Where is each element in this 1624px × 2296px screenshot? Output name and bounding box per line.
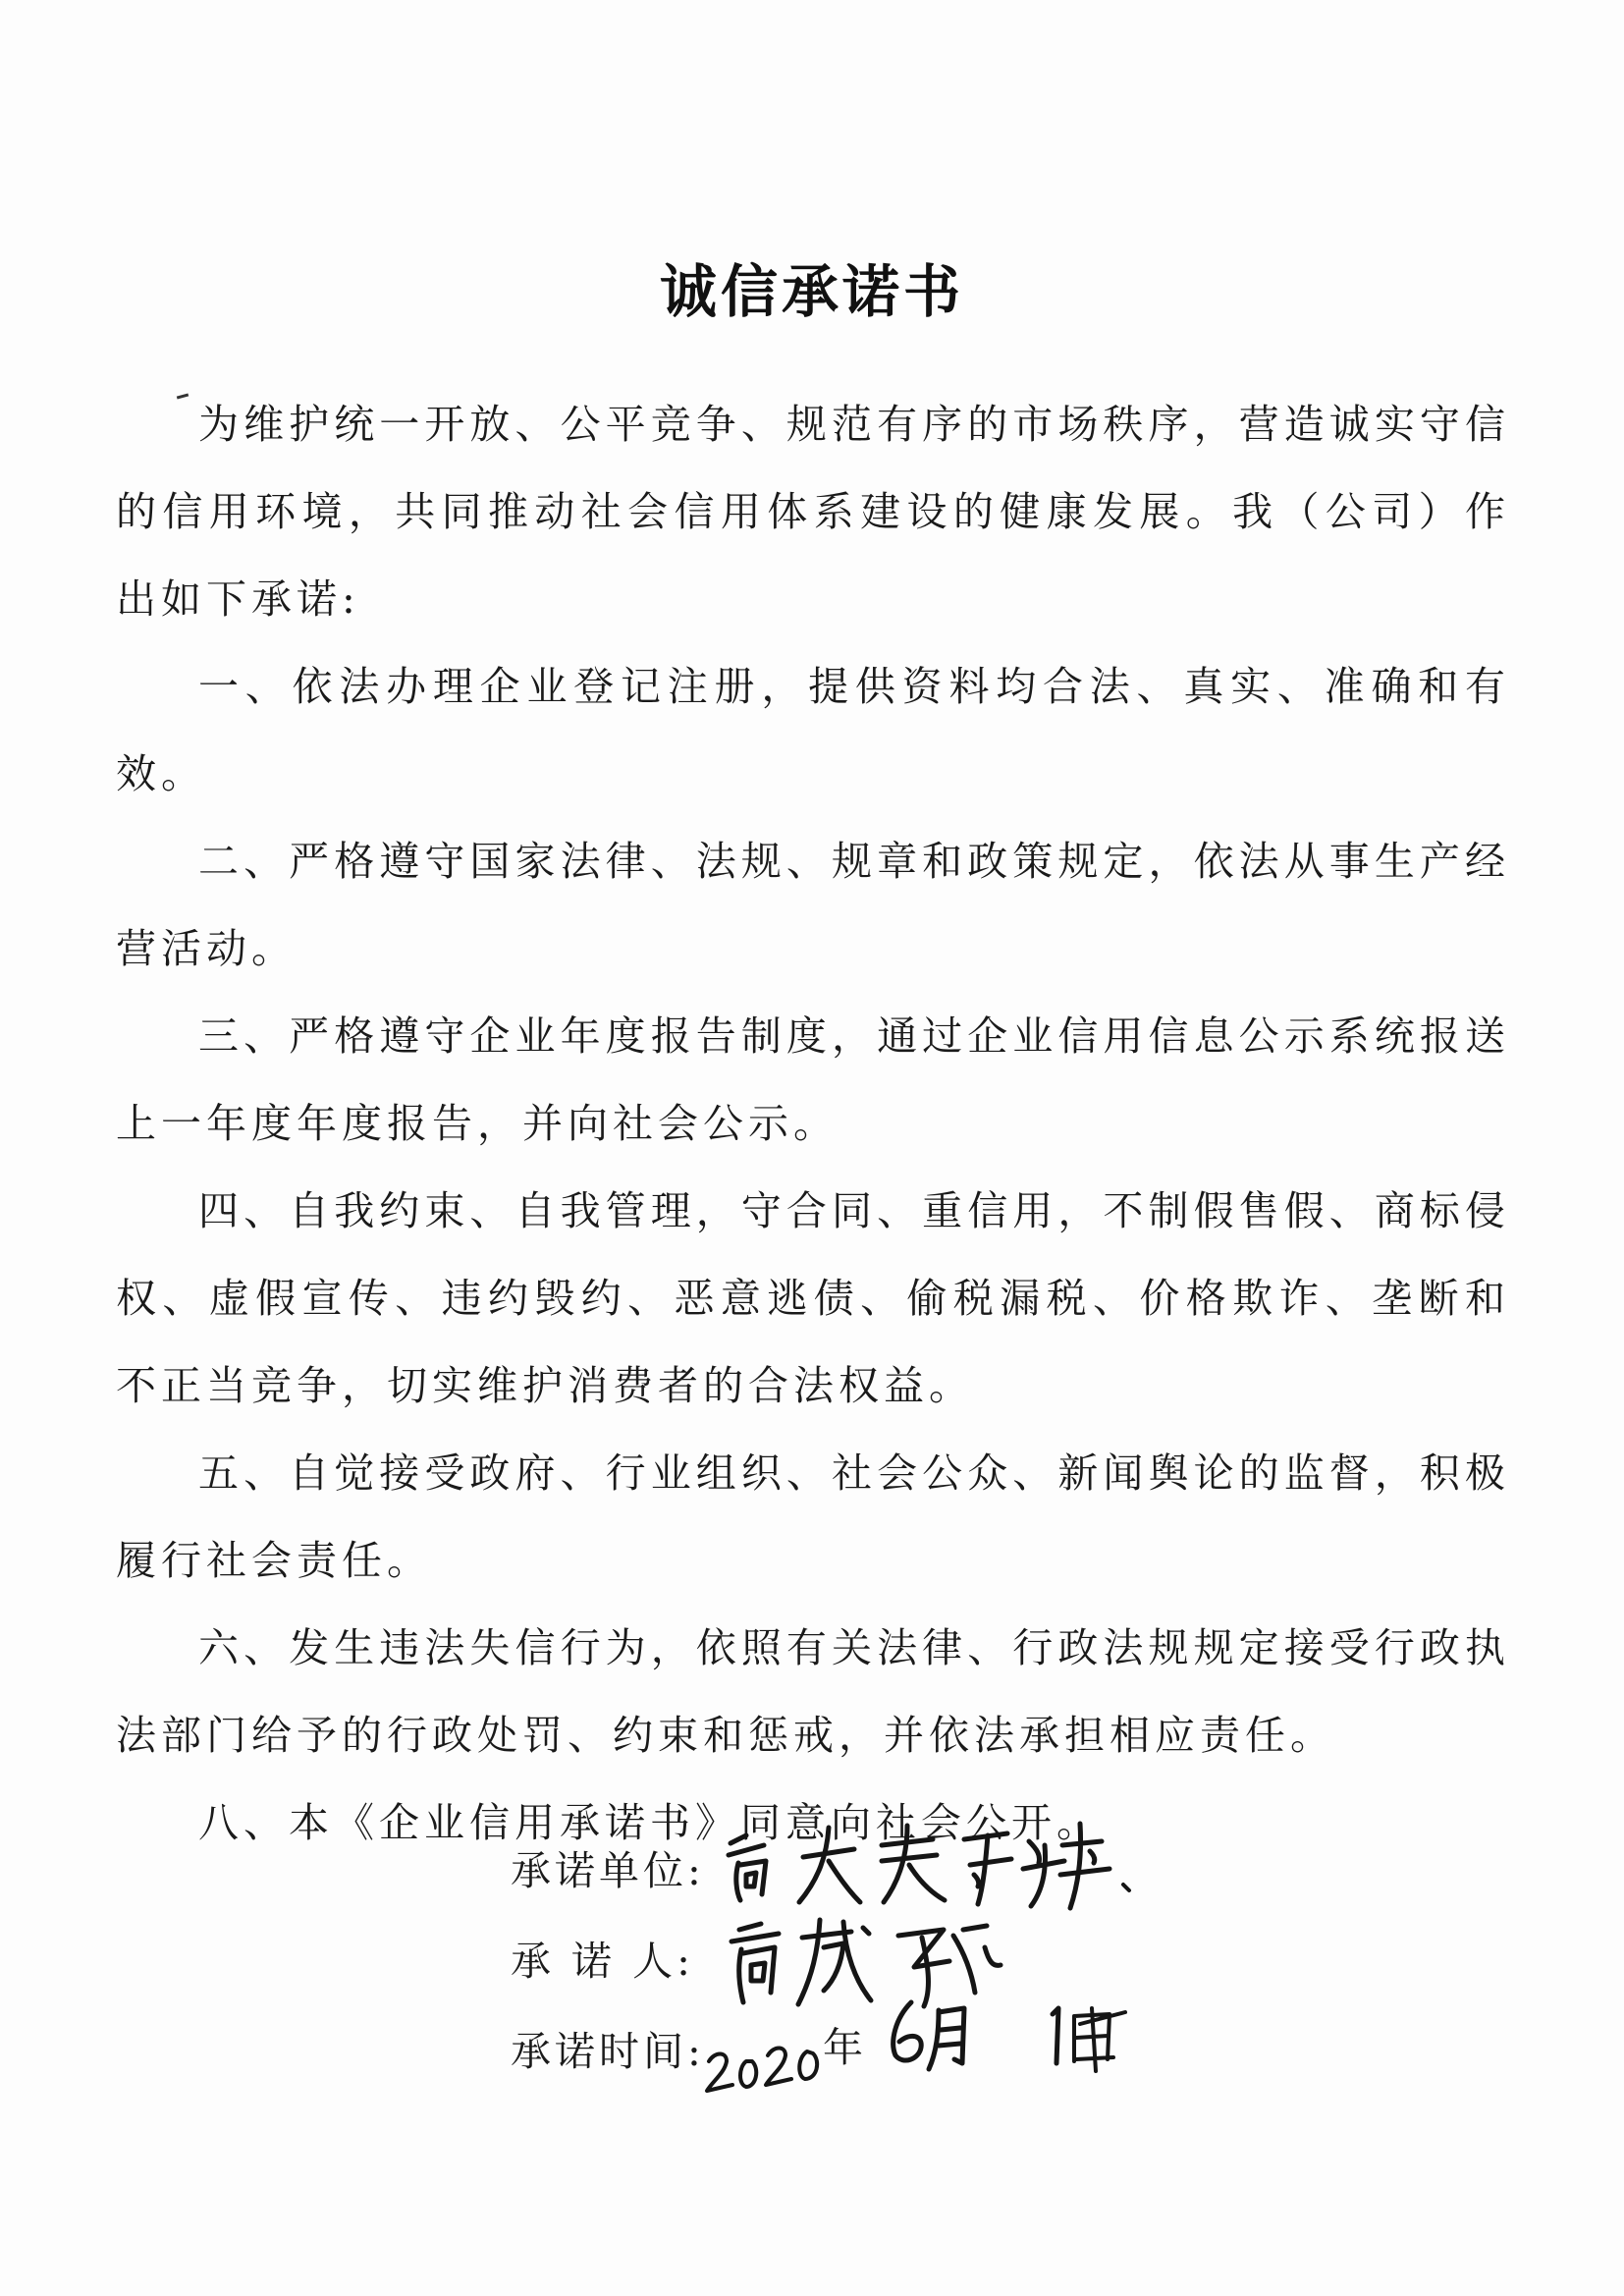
signature-row-person	[511, 1912, 705, 2002]
document-body	[116, 381, 1510, 1867]
unit-label: 承诺单位:	[511, 1846, 705, 1894]
year-suffix: 年	[823, 2024, 867, 2071]
paragraph-item-1: 一、依法办理企业登记注册，提供资料均合法、真实、准确和有效。	[116, 663, 1510, 797]
signature-row-time	[511, 2002, 867, 2093]
paragraph-item-2: 二、严格遵守国家法律、法规、规章和政策规定，依法从事生产经营活动。	[116, 838, 1510, 972]
paragraph-item-6: 六、发生违法失信行为，依照有关法律、行政法规规定接受行政执法部门给予的行政处罚、约束和惩戒，并依法承担相应责任。	[116, 1624, 1510, 1759]
paragraph-item-5: 五、自觉接受政府、行业组织、社会公众、新闻舆论的监督，积极履行社会责任。	[116, 1449, 1510, 1584]
handwritten-month-graphic	[882, 1993, 990, 2081]
time-label: 承诺时间:	[511, 2027, 705, 2075]
handwritten-month	[882, 1993, 990, 2112]
paragraph-item-4: 四、自我约束、自我管理，守合同、重信用，不制假售假、商标侵权、虚假宣传、违约毁约、恶意逃债、偷税漏税、价格欺诈、垄断和不正当竞争，切实维护消费者的合法权益。	[116, 1187, 1510, 1409]
handwritten-year	[703, 2022, 831, 2142]
paragraph-item-8: 八、本《企业信用承诺书》同意向社会公开。	[198, 1799, 1102, 1846]
paragraph-intro: 为维护统一开放、公平竞争、规范有序的市场秩序，营造诚实守信的信用环境，共同推动社会信用体系建设的健康发展。我（公司）作出如下承诺:	[116, 401, 1510, 623]
paragraph-item-3: 三、严格遵守企业年度报告制度，通过企业信用信息公示系统报送上一年度年度报告，并向社会公示。	[116, 1012, 1510, 1147]
handwritten-day	[1041, 1995, 1149, 2114]
person-label: 承 诺 人:	[511, 1937, 694, 1985]
document-title: 诚信承诺书	[659, 258, 964, 325]
handwritten-day-graphic	[1041, 1995, 1149, 2083]
handwritten-unit-signature-graphic	[717, 1816, 1149, 1914]
signature-row-unit	[511, 1822, 705, 1912]
signature-block	[511, 1822, 867, 2093]
handwritten-year-graphic	[703, 2022, 831, 2110]
